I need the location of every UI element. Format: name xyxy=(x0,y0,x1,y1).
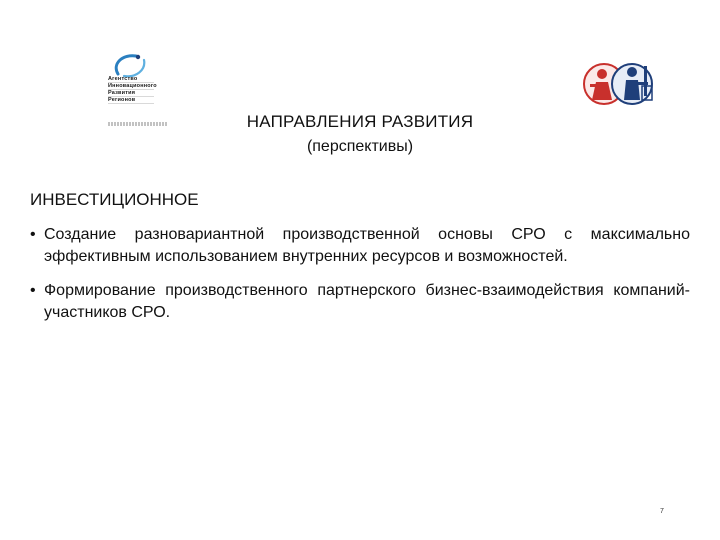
bullet-marker: • xyxy=(30,282,36,299)
list-item xyxy=(30,224,690,268)
agency-name xyxy=(108,76,157,104)
agency-name-line: Развития xyxy=(108,90,154,97)
section-heading: ИНВЕСТИЦИОННОЕ xyxy=(30,190,199,209)
bullet-text: Создание разновариантной производственной основы СРО с максимально эффективным использованием внутренних ресурсов и возможностей. xyxy=(44,226,690,265)
bullet-text: Формирование производственного партнерского бизнес-взаимодействия компаний-участников СРО. xyxy=(44,282,690,321)
workers-emblem-icon xyxy=(582,56,662,112)
list-item xyxy=(30,280,690,324)
page-title: НАПРАВЛЕНИЯ РАЗВИТИЯ xyxy=(246,112,474,131)
page-subtitle: (перспективы) xyxy=(306,138,414,155)
bullet-marker: • xyxy=(30,226,36,243)
workers-emblem xyxy=(582,56,662,112)
agency-name-line: Регионов xyxy=(108,97,154,104)
bullet-list xyxy=(30,224,690,336)
agency-name-line: Инновационного xyxy=(108,83,157,89)
agency-name-line: Агентство xyxy=(108,76,154,83)
page-number: 7 xyxy=(660,508,664,515)
